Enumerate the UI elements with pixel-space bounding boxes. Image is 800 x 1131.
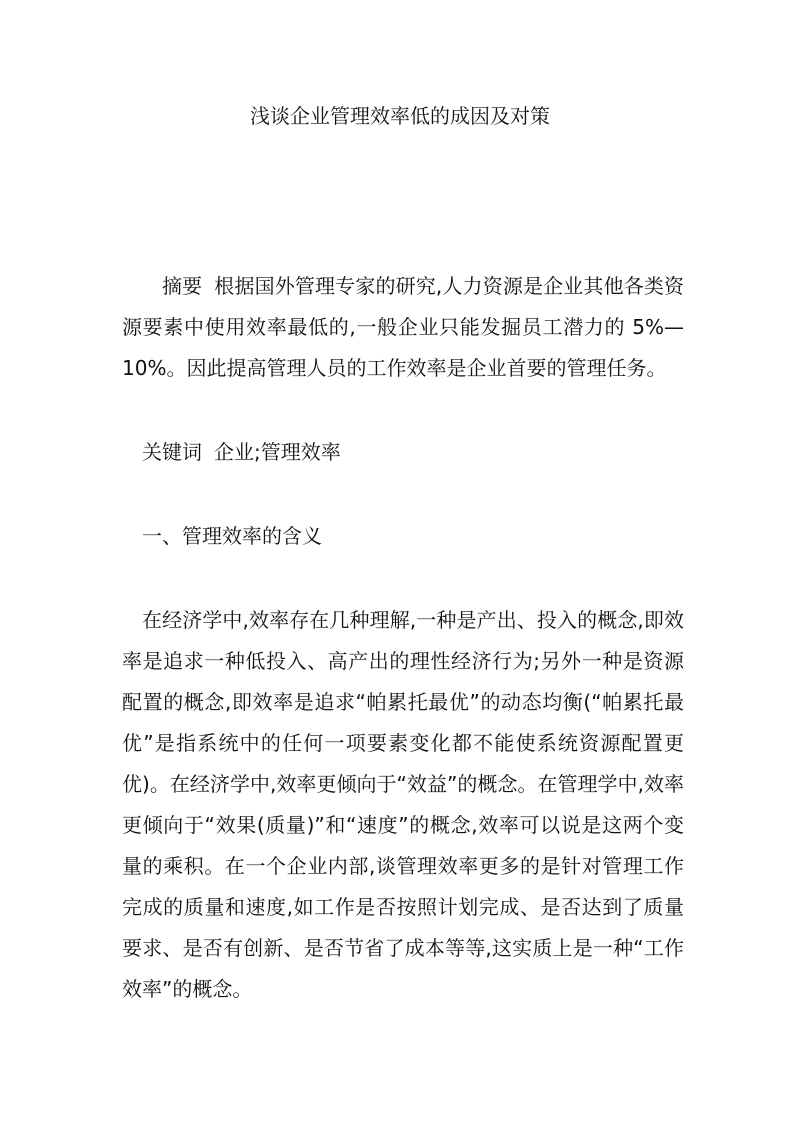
section-body-paragraph: 在经济学中,效率存在几种理解,一种是产出、投入的概念,即效率是追求一种低投入、高产出的理性经济行为;另外一种是资源配置的概念,即效率是追求“帕累托最优”的动态均衡(“帕累托最优”是指系统中的任何一项要素变化都不能使系统资源配置更优)。在经济学中,效率更倾向于“效益”的概念。在管理学中,效率更倾向于“效果(质量)”和“速度”的概念,效率可以说是这两个变量的乘积。在一个企业内部,谈管理效率更多的是针对管理工作完成的质量和速度,如工作是否按照计划完成、是否达到了质量要求、是否有创新、是否节省了成本等等,这实质上是一种“工作效率”的概念。 — [122, 608, 684, 1001]
document-title: 浅谈企业管理效率低的成因及对策 — [250, 104, 550, 128]
keywords-text: 企业;管理效率 — [214, 440, 341, 464]
section-heading: 一、管理效率的含义 — [142, 524, 322, 548]
abstract-paragraph — [122, 266, 684, 389]
keywords-label: 关键词 — [142, 440, 202, 464]
keywords-line — [122, 432, 684, 473]
abstract-text: 根据国外管理专家的研究,人力资源是企业其他各类资源要素中使用效率最低的,一般企业只能发掘员工潜力的 5%—10%。因此提高管理人员的工作效率是企业首要的管理任务。 — [122, 274, 685, 380]
abstract-label: 摘要 — [162, 274, 203, 298]
